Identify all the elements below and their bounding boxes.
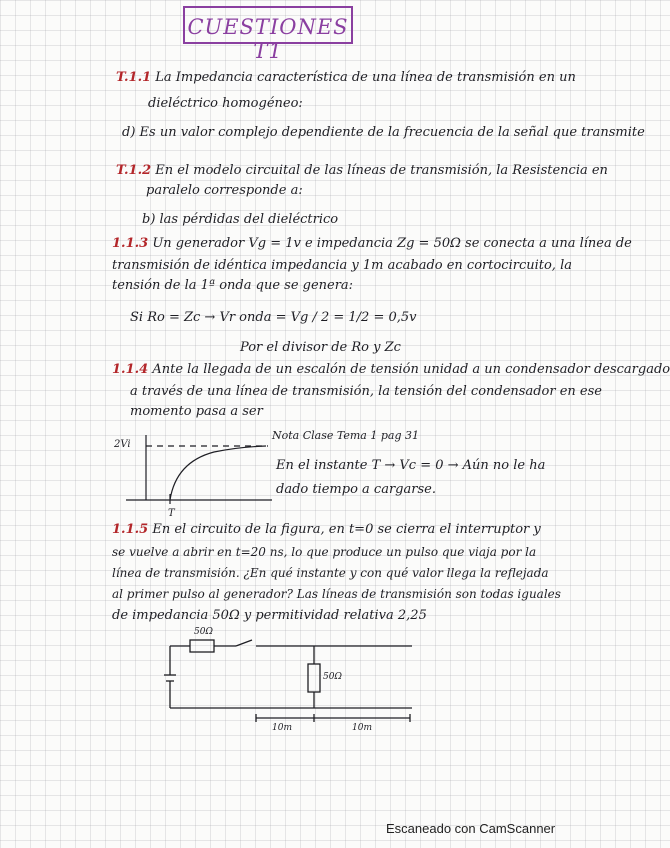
graph-curve — [170, 446, 266, 500]
question-4-line-2: a través de una línea de transmisión, la tensión del condensador en ese — [130, 384, 602, 399]
question-1-line-1: La Impedancia característica de una línea de transmisión en un — [155, 70, 576, 85]
question-2-line-1: En el modelo circuital de las líneas de transmisión, la Resistencia en — [155, 163, 608, 178]
question-4-graph-text-1: En el instante T → Vc = 0 → Aún no le ha — [276, 458, 546, 473]
question-3-note: Por el divisor de Ro y Zc — [240, 340, 401, 355]
question-2-number: T.1.2 — [116, 163, 152, 178]
scanner-footer: Escaneado con CamScanner — [386, 821, 556, 836]
question-4-graph-note: Nota Clase Tema 1 pag 31 — [272, 429, 419, 442]
question-5-line-1: En el circuito de la figura, en t=0 se cierra el interruptor y — [152, 522, 541, 537]
question-3-line-1: Un generador Vg = 1v e impedancia Zg = 50Ω se conecta a una línea de — [152, 236, 632, 251]
question-2-answer: b) las pérdidas del dieléctrico — [142, 212, 339, 227]
question-1-line-2: dieléctrico homogéneo: — [148, 96, 303, 111]
question-5-line-2: se vuelve a abrir en t=20 ns, lo que produce un pulso que viaja por la — [112, 545, 537, 559]
circuit-d2-label: 10m — [352, 723, 372, 733]
page-title: CUESTIONES T1 — [187, 15, 349, 63]
circuit-r1-label: 50Ω — [194, 627, 213, 637]
resistor-series — [190, 640, 214, 652]
question-4-line-1: Ante la llegada de un escalón de tensión unidad a un condensador descargado — [152, 362, 670, 377]
graph-x-label: T — [168, 508, 175, 519]
question-5-number: 1.1.5 — [112, 522, 149, 537]
question-4-number: 1.1.4 — [112, 362, 149, 377]
question-3-line-2: transmisión de idéntica impedancia y 1m acabado en cortocircuito, la — [112, 258, 572, 273]
question-3-formula: Si Ro = Zc → Vr onda = Vg / 2 = 1/2 = 0,5v — [130, 310, 417, 325]
resistor-shunt — [308, 664, 320, 692]
question-2-line-2: paralelo corresponde a: — [146, 183, 303, 198]
graph-y-label: 2Vi — [114, 439, 131, 450]
switch — [236, 640, 252, 646]
question-4-line-3: momento pasa a ser — [130, 404, 263, 419]
question-5-line-3: línea de transmisión. ¿En qué instante y con qué valor llega la reflejada — [112, 566, 549, 580]
question-1-number: T.1.1 — [116, 70, 152, 85]
circuit-r2-label: 50Ω — [323, 672, 342, 682]
question-4-graph-text-2: dado tiempo a cargarse. — [276, 482, 436, 497]
circuit-d1-label: 10m — [272, 723, 292, 733]
circuit-diagram — [164, 640, 412, 722]
question-3-line-3: tensión de la 1ª onda que se genera: — [112, 278, 354, 293]
question-1-answer: d) Es un valor complejo dependiente de la frecuencia de la señal que transmite — [122, 125, 645, 140]
question-5-line-4: al primer pulso al generador? Las líneas de transmisión son todas iguales — [112, 587, 561, 601]
step-response-graph — [126, 435, 272, 504]
question-3-number: 1.1.3 — [112, 236, 149, 251]
question-5-line-5: de impedancia 50Ω y permitividad relativa 2,25 — [112, 608, 427, 623]
